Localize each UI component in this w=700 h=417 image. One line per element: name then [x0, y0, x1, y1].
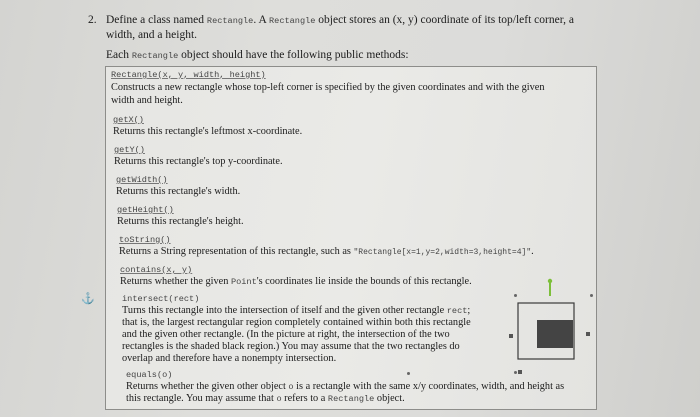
handle-dot-1 [514, 294, 517, 297]
intersection-figure [506, 277, 596, 367]
ctor-desc-1: Constructs a new rectangle whose top-left corner is specified by the given coordinates and with the given [111, 82, 545, 93]
getx-signature: getX() [113, 115, 144, 125]
intersect-desc-3: and the given other rectangle. (In the picture at right, the intersection of the two [122, 329, 450, 340]
class-name-code-2: Rectangle [269, 16, 316, 26]
equals-desc-2-pre: this rectangle. You may assume that [126, 393, 277, 404]
getheight-desc: Returns this rectangle's height. [117, 216, 244, 227]
methods-intro [106, 49, 409, 61]
tostring-desc [119, 246, 534, 259]
equals-desc-2-code: o [276, 394, 282, 404]
equals-desc-2 [126, 393, 405, 405]
equals-desc-2-code2: Rectangle [327, 394, 375, 404]
contains-desc-code: Point [230, 277, 257, 287]
handle-square-3 [518, 370, 522, 374]
question-line-2: width, and a height. [106, 29, 198, 41]
intro-pre: Each [106, 49, 132, 61]
equals-desc-2-post: object. [374, 393, 405, 404]
contains-signature: contains(x, y) [120, 265, 193, 275]
gety-signature: getY() [114, 145, 145, 155]
class-name-code: Rectangle [206, 16, 254, 26]
intro-post: object should have the following public methods: [178, 49, 409, 61]
equals-desc-1-code: o [288, 382, 294, 392]
intersect-desc-1 [122, 305, 470, 317]
intro-code: Rectangle [131, 51, 179, 61]
equals-desc-1-post: is a rectangle with the same x/y coordinates, width, and height as [293, 381, 565, 392]
intersect-desc-2: that is, the largest rectangular region completely contained within both this rectangle [122, 317, 471, 328]
getx-desc: Returns this rectangle's leftmost x-coordinate. [113, 126, 303, 137]
question-line-1 [106, 14, 574, 26]
contains-desc-pre: Returns whether the given [120, 276, 231, 287]
intersect-desc-4: rectangles is the shaded black region.) You may assume that the two rectangles do [122, 341, 460, 352]
ctor-signature: Rectangle(x, y, width, height) [111, 70, 266, 80]
methods-table [105, 66, 597, 410]
question-line-1-pre: Define a class named [106, 14, 207, 26]
ctor-desc-2: width and height. [111, 95, 183, 106]
handle-square-2 [586, 332, 590, 336]
intersect-desc-1-code: rect [446, 306, 468, 316]
tostring-desc-pre: Returns a String representation of this rectangle, such as [119, 246, 354, 257]
question-number: 2. [88, 14, 97, 26]
equals-desc-1-pre: Returns whether the given other object [126, 381, 289, 392]
contains-desc-post: 's coordinates lie inside the bounds of this rectangle. [256, 276, 472, 287]
tostring-signature: toString() [119, 235, 171, 245]
anchor-icon: ⚓ [81, 293, 95, 305]
figure-marker-dot [548, 279, 552, 283]
equals-desc-2-mid: refers to a [281, 393, 328, 404]
intersect-signature: intersect(rect) [122, 294, 200, 304]
handle-dot-3 [407, 372, 410, 375]
contains-desc [120, 276, 472, 288]
equals-signature: equals(o) [126, 370, 173, 380]
equals-desc-1 [126, 381, 564, 393]
intersect-desc-5: overlap and therefore have a nonempty intersection. [122, 353, 337, 364]
figure-intersection-shaded [537, 320, 573, 348]
getheight-signature: getHeight() [117, 205, 174, 215]
getwidth-signature: getWidth() [116, 175, 168, 185]
question-line-1-mid: . A [253, 14, 269, 26]
handle-square-1 [509, 334, 513, 338]
handle-dot-2 [590, 294, 593, 297]
getwidth-desc: Returns this rectangle's width. [116, 186, 241, 197]
intersect-desc-1-post: ; [467, 305, 471, 316]
intersect-desc-1-pre: Turns this rectangle into the intersection of itself and the given other rectangle [122, 305, 447, 316]
tostring-desc-post: . [531, 246, 534, 257]
tostring-desc-code: "Rectangle[x=1,y=2,width=3,height=4]" [353, 248, 532, 257]
gety-desc: Returns this rectangle's top y-coordinate. [114, 156, 283, 167]
handle-dot-4 [514, 371, 517, 374]
question-line-1-post: object stores an (x, y) coordinate of its top/left corner, a [315, 14, 574, 26]
